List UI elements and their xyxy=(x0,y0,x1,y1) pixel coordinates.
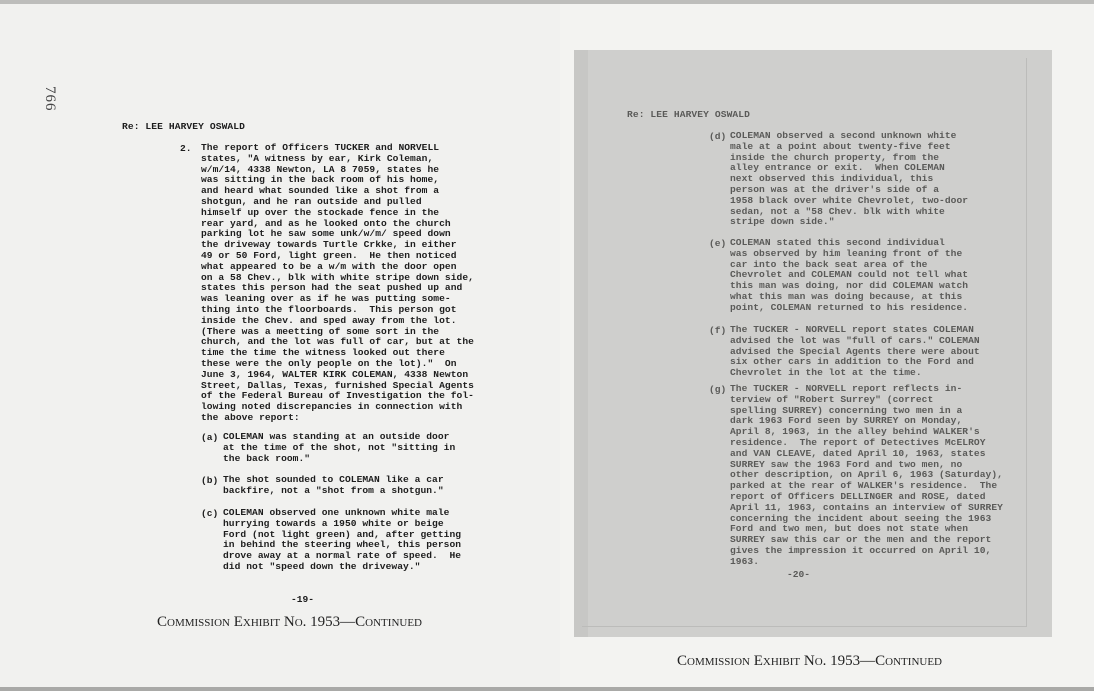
right-caption: Commission Exhibit No. 1953—Continued xyxy=(677,653,942,669)
right-heading: Re: LEE HARVEY OSWALD xyxy=(627,109,751,120)
text-line: Chevrolet in the lot at the time. xyxy=(730,367,922,379)
text-line: terview of "Robert Surrey" (correct xyxy=(730,393,934,405)
text-line: Ford and two men, but does not state when xyxy=(730,523,969,535)
text-line: the back room." xyxy=(223,452,311,464)
item-label: (b) xyxy=(201,475,219,486)
text-line: 49 or 50 Ford, light green. He then noticed xyxy=(201,249,457,261)
text-line: June 3, 1964, WALTER KIRK COLEMAN, 4338 Newton xyxy=(201,368,469,380)
text-line: inside the church property, from the xyxy=(730,151,940,163)
text-line: person was at the driver's side of a xyxy=(730,183,940,195)
text-line: parked at the rear of WALKER's residence. The xyxy=(730,480,998,492)
text-line: COLEMAN was standing at an outside door xyxy=(223,431,450,442)
text-line: advised the Special Agents there were about xyxy=(730,345,980,357)
scan-bottom-edge xyxy=(0,687,1094,691)
text-line: drove away at a normal rate of speed. He xyxy=(223,550,462,562)
item-label: (a) xyxy=(201,432,219,443)
item-text xyxy=(223,508,461,573)
text-line: church, and the lot was full of car, but at the xyxy=(201,336,474,348)
text-line: The TUCKER - NORVELL report reflects in- xyxy=(730,383,963,394)
paragraph-number: 2. xyxy=(180,143,192,154)
left-heading: Re: LEE HARVEY OSWALD xyxy=(122,121,246,132)
text-line: was observed by him leaning front of the xyxy=(730,247,963,259)
text-line: COLEMAN stated this second individual xyxy=(730,237,945,248)
text-line: the driveway towards Turtle Crkke, in either xyxy=(201,239,457,251)
text-line: next observed this individual, this xyxy=(730,173,934,185)
text-line: at the time of the shot, not "sitting in xyxy=(223,441,456,453)
text-line: COLEMAN observed a second unknown white xyxy=(730,130,957,141)
text-line: on a 58 Chev., blk with white stripe down side, xyxy=(201,271,474,283)
text-line: dark 1963 Ford seen by SURREY on Monday, xyxy=(730,415,963,427)
text-line: Ford (not light green) and, after getting xyxy=(223,528,462,540)
text-line: w/m/14, 4338 Newton, LA 8 7059, states he xyxy=(201,163,440,175)
text-line: hurrying towards a 1950 white or beige xyxy=(223,517,444,529)
text-line: 1958 black over white Chevrolet, two-door xyxy=(730,194,969,206)
text-line: sedan, not a "58 Chev. blk with white xyxy=(730,205,945,217)
text-line: stripe down side." xyxy=(730,216,835,228)
text-line: SURREY saw the 1963 Ford and two men, no xyxy=(730,458,963,470)
text-line: states this person had the seat pushed up and xyxy=(201,282,463,294)
text-line: concerning the incident about seeing the 1963 xyxy=(730,512,992,524)
item-label: (e) xyxy=(709,238,727,249)
volume-page-number: 766 xyxy=(42,86,58,112)
text-line: April 11, 1963, contains an interview of SURREY xyxy=(730,501,1003,513)
text-line: the above report: xyxy=(201,411,300,423)
text-line: Street, Dallas, Texas, furnished Special Agents xyxy=(201,379,474,391)
text-line: in behind the steering wheel, this person xyxy=(223,539,462,551)
item-label: (f) xyxy=(709,325,727,336)
text-line: The TUCKER - NORVELL report states COLEMAN xyxy=(730,324,974,335)
text-line: and heard what sounded like a shot from a xyxy=(201,185,440,197)
text-line: car into the back seat area of the xyxy=(730,258,928,270)
text-line: this man was doing, nor did COLEMAN watch xyxy=(730,280,969,292)
text-line: was sitting in the back room of his home, xyxy=(201,174,440,186)
text-line: himself up over the stockade fence in the xyxy=(201,206,440,218)
text-line: other description, on April 6, 1963 (Saturday), xyxy=(730,469,1003,481)
text-line: spelling SURREY) concerning two men in a xyxy=(730,404,963,416)
item-label: (c) xyxy=(201,508,219,519)
text-line: was leaning over as if he was putting some- xyxy=(201,293,451,305)
item-text xyxy=(223,475,444,497)
left-folio: -19- xyxy=(291,594,315,605)
volume-page-number-block xyxy=(36,44,58,112)
item-text xyxy=(730,325,980,379)
text-line: and VAN CLEAVE, dated April 10, 1963, states xyxy=(730,447,986,459)
text-line: gives the impression it occurred on April 10, xyxy=(730,544,992,556)
text-line: alley entrance or exit. When COLEMAN xyxy=(730,162,945,174)
text-line: what appeared to be a w/m with the door open xyxy=(201,260,457,272)
text-line: thing into the floorboards. This person got xyxy=(201,303,457,315)
text-line: The report of Officers TUCKER and NORVELL xyxy=(201,142,440,153)
text-line: point, COLEMAN returned to his residence. xyxy=(730,301,969,313)
right-folio: -20- xyxy=(787,569,811,580)
text-line: advised the lot was "full of cars." COLEMAN xyxy=(730,334,980,346)
text-line: parking lot he saw some unk/w/m/ speed down xyxy=(201,228,451,240)
text-line: states, "A witness by ear, Kirk Coleman, xyxy=(201,152,434,164)
item-text xyxy=(730,131,968,228)
text-line: SURREY saw this car or the men and the report xyxy=(730,534,992,546)
text-line: time the time the witness looked out there xyxy=(201,347,445,359)
text-line: The shot sounded to COLEMAN like a car xyxy=(223,474,444,485)
text-line: residence. The report of Detectives McELROY xyxy=(730,436,986,448)
text-line: April 8, 1963, in the alley behind WALKER's xyxy=(730,426,980,438)
text-line: report of Officers DELLINGER and ROSE, dated xyxy=(730,490,986,502)
text-line: (There was a meetting of some sort in the xyxy=(201,325,440,337)
text-line: did not "speed down the driveway." xyxy=(223,560,421,572)
left-paragraph xyxy=(201,143,474,424)
text-line: 1963. xyxy=(730,555,760,567)
text-line: COLEMAN observed one unknown white male xyxy=(223,507,450,518)
text-line: shotgun, and he ran outside and pulled xyxy=(201,195,422,207)
text-line: six other cars in addition to the Ford and xyxy=(730,356,974,368)
text-line: what this man was doing because, at this xyxy=(730,290,963,302)
item-text xyxy=(730,238,968,314)
text-line: rear yard, and as he looked onto the church xyxy=(201,217,451,229)
text-line: inside the Chev. and sped away from the lot. xyxy=(201,314,457,326)
text-line: male at a point about twenty-five feet xyxy=(730,140,951,152)
item-label: (d) xyxy=(709,131,727,142)
text-line: Chevrolet and COLEMAN could not tell what xyxy=(730,269,969,281)
item-text xyxy=(223,432,455,464)
text-line: these were the only people on the lot)." On xyxy=(201,357,457,369)
text-line: backfire, not a "shot from a shotgun." xyxy=(223,484,444,496)
item-text xyxy=(730,384,1003,568)
text-line: lowing noted discrepancies in connection with xyxy=(201,401,463,413)
text-line: of the Federal Bureau of Investigation the fol- xyxy=(201,390,474,402)
item-label: (g) xyxy=(709,384,727,395)
left-caption: Commission Exhibit No. 1953—Continued xyxy=(157,614,422,630)
